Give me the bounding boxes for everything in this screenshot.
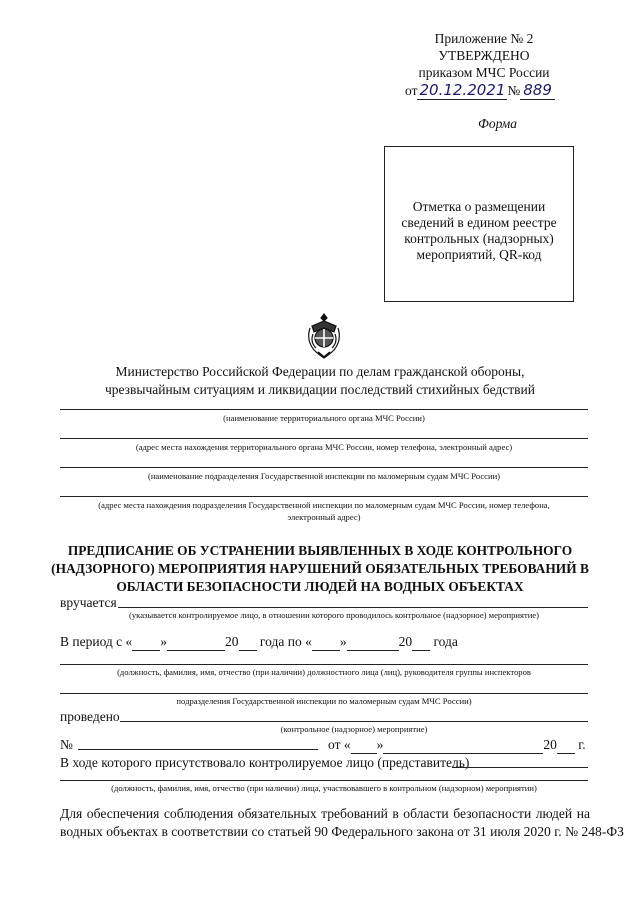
conducted-day-field[interactable] [351, 737, 377, 754]
conducted-label: проведено [60, 709, 120, 724]
document-title [40, 542, 600, 596]
year-20-3: 20 [543, 737, 557, 752]
inspection-unit-line[interactable] [60, 467, 588, 468]
officials-line-1[interactable] [60, 664, 588, 665]
paragraph-line-2: водных объектах в соответствии со статьей 90 Федерального закона от 31 июля 2020 г. № 248-ФЗ [60, 824, 624, 839]
title-line-3: ОБЛАСТИ БЕЗОПАСНОСТИ ЛЮДЕЙ НА ВОДНЫХ ОБЪЕКТАХ [116, 579, 524, 594]
quote-close-2: » [339, 634, 347, 649]
appendix-label: Приложение № 2 [434, 31, 534, 46]
handwritten-date: 20.12.2021 [419, 81, 506, 99]
period-from-year-field[interactable] [239, 634, 257, 651]
emchs-emblem-icon [304, 312, 344, 360]
delivered-input-line[interactable] [118, 607, 588, 608]
period-to-label: года по « [259, 634, 312, 649]
present-input-line[interactable] [452, 767, 588, 768]
from-label: от « [328, 737, 351, 752]
present-label: В ходе которого присутствовало контролируемое лицо (представитель) [60, 755, 470, 770]
period-to-year-field[interactable] [412, 634, 430, 651]
paragraph-line-1: Для обеспечения соблюдения обязательных требований в области безопасности людей на [60, 806, 590, 821]
registry-qr-box [384, 146, 574, 302]
territorial-body-caption: (наименование территориального органа МЧС России) [223, 413, 425, 423]
delivered-caption: (указывается контролируемое лицо, в отношении которого проводилось контрольное (надзорное) мероприятие) [129, 610, 539, 620]
paragraph [60, 805, 624, 841]
territorial-address-line[interactable] [60, 438, 588, 439]
officials-caption-2: подразделения Государственной инспекции по маломерным судам МЧС России) [176, 696, 472, 706]
year-word: года [433, 634, 458, 649]
year-suffix: г. [578, 737, 586, 752]
handwritten-number: 889 [520, 81, 555, 100]
participants-line[interactable] [60, 780, 588, 781]
form-label: Форма [478, 116, 518, 131]
inspection-address-line[interactable] [60, 496, 588, 497]
approved-label: УТВЕРЖДЕНО [438, 48, 530, 63]
inspection-address-caption-1: (адрес места нахождения подразделения Государственной инспекции по маломерным судам МЧС России, номер телефона, [98, 500, 550, 510]
conducted-year-field[interactable] [557, 737, 575, 754]
territorial-body-line[interactable] [60, 409, 588, 410]
conducted-month-field[interactable] [383, 737, 543, 754]
quote-close-1: » [160, 634, 168, 649]
title-line-1: ПРЕДПИСАНИЕ ОБ УСТРАНЕНИИ ВЫЯВЛЕННЫХ В ХОДЕ КОНТРОЛЬНОГО [67, 543, 573, 558]
order-date-line [405, 82, 555, 99]
conducted-caption: (контрольное (надзорное) мероприятие) [280, 724, 428, 734]
territorial-address-caption: (адрес места нахождения территориального органа МЧС России, номер телефона, электронный адрес) [135, 442, 513, 452]
inspection-address-caption-2: электронный адрес) [287, 512, 361, 522]
title-line-2: (НАДЗОРНОГО) МЕРОПРИЯТИЯ НАРУШЕНИЙ ОБЯЗАТЕЛЬНЫХ ТРЕБОВАНИЙ В [51, 561, 589, 576]
quote-close-3: » [376, 737, 384, 752]
officials-line-2[interactable] [60, 693, 588, 694]
number-prefix: № [507, 83, 521, 98]
ministry-line-1: Министерство Российской Федерации по делам гражданской обороны, [115, 364, 525, 379]
delivered-label: вручается [60, 595, 117, 610]
period-to-month-field[interactable] [347, 634, 399, 651]
inspection-unit-caption: (наименование подразделения Государственной инспекции по маломерным судам МЧС России) [147, 471, 501, 481]
number-sign: № [60, 737, 73, 752]
order-label: приказом МЧС России [418, 65, 550, 80]
participants-caption: (должность, фамилия, имя, отчество (при наличии) лица, участвовавшего в контрольном (надзорном) мероприятии) [111, 783, 537, 793]
period-line [60, 634, 458, 651]
conducted-input-line[interactable] [120, 721, 588, 722]
year-20-2: 20 [398, 634, 413, 649]
officials-caption: (должность, фамилия, имя, отчество (при наличии) должностного лица (лиц), руководителя группы инспекторов [117, 667, 531, 677]
year-20-1: 20 [225, 634, 239, 649]
number-field[interactable] [78, 749, 318, 750]
period-from-label: В период с « [60, 634, 133, 649]
ministry-line-2: чрезвычайным ситуациям и ликвидации последствий стихийных бедствий [104, 382, 536, 397]
period-from-month-field[interactable] [167, 634, 225, 651]
period-from-day-field[interactable] [132, 634, 160, 651]
date-prefix: от [405, 83, 418, 98]
registry-box-text: Отметка о размещении сведений в едином реестре контрольных (надзорных) мероприятий, QR-код [401, 199, 557, 262]
period-to-day-field[interactable] [312, 634, 340, 651]
date-line [328, 737, 586, 754]
